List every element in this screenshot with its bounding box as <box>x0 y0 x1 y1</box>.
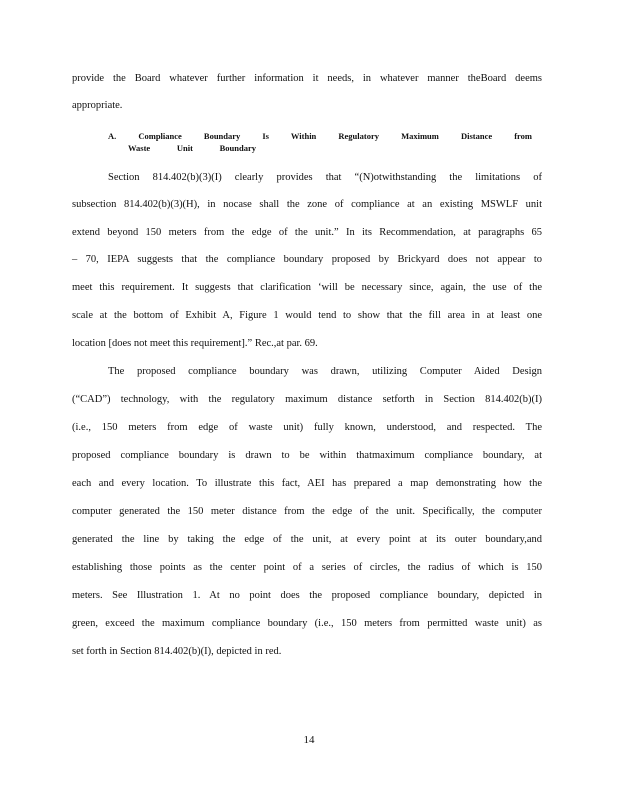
paragraph2-line-1: The proposed compliance boundary was drawn, utilizing Computer Aided Design <box>108 366 542 377</box>
section-heading-line-2: Waste Unit Boundary <box>128 143 256 153</box>
opening-line-2: appropriate. <box>72 100 123 111</box>
page-number: 14 <box>303 734 315 746</box>
paragraph1-line-3: extend beyond 150 meters from the edge of the unit.” In its Recommendation, at paragraphs 65 <box>72 227 542 238</box>
paragraph2-line-7: generated the line by taking the edge of the unit, at every point at its outer boundary,and <box>72 534 542 545</box>
paragraph2-line-2: (“CAD”) technology, with the regulatory maximum distance setforth in Section 814.402(b)(I) <box>72 394 542 405</box>
paragraph2-line-5: each and every location. To illustrate this fact, AEI has prepared a map demonstrating how the <box>72 478 542 489</box>
section-heading-line-1: A. Compliance Boundary Is Within Regulatory Maximum Distance from <box>108 131 532 141</box>
opening-line-1: provide the Board whatever further information it needs, in whatever manner theBoard deems <box>72 73 542 84</box>
paragraph2-line-10: green, exceed the maximum compliance boundary (i.e., 150 meters from permitted waste unit) as <box>72 618 542 629</box>
paragraph2-line-4: proposed compliance boundary is drawn to be within thatmaximum compliance boundary, at <box>72 450 542 461</box>
paragraph2-line-11: set forth in Section 814.402(b)(I), depicted in red. <box>72 646 282 657</box>
paragraph1-line-7: location [does not meet this requirement].” Rec.,at par. 69. <box>72 338 318 349</box>
paragraph1-line-1: Section 814.402(b)(3)(I) clearly provides that “(N)otwithstanding the limitations of <box>108 172 542 183</box>
paragraph1-line-6: scale at the bottom of Exhibit A, Figure 1 would tend to show that the fill area in at least one <box>72 310 542 321</box>
paragraph2-line-6: computer generated the 150 meter distance from the edge of the unit. Specifically, the computer <box>72 506 542 517</box>
paragraph1-line-4: – 70, IEPA suggests that the compliance boundary proposed by Brickyard does not appear to <box>72 254 542 265</box>
paragraph1-line-2: subsection 814.402(b)(3)(H), in nocase shall the zone of compliance at an existing MSWLF unit <box>72 199 542 210</box>
paragraph1-line-5: meet this requirement. It suggests that clarification ‘will be necessary since, again, the use of the <box>72 282 542 293</box>
paragraph2-line-8: establishing those points as the center point of a series of circles, the radius of which is 150 <box>72 562 542 573</box>
paragraph2-line-9: meters. See Illustration 1. At no point does the proposed compliance boundary, depicted in <box>72 590 542 601</box>
paragraph2-line-3: (i.e., 150 meters from edge of waste unit) fully known, understood, and respected. The <box>72 422 542 433</box>
